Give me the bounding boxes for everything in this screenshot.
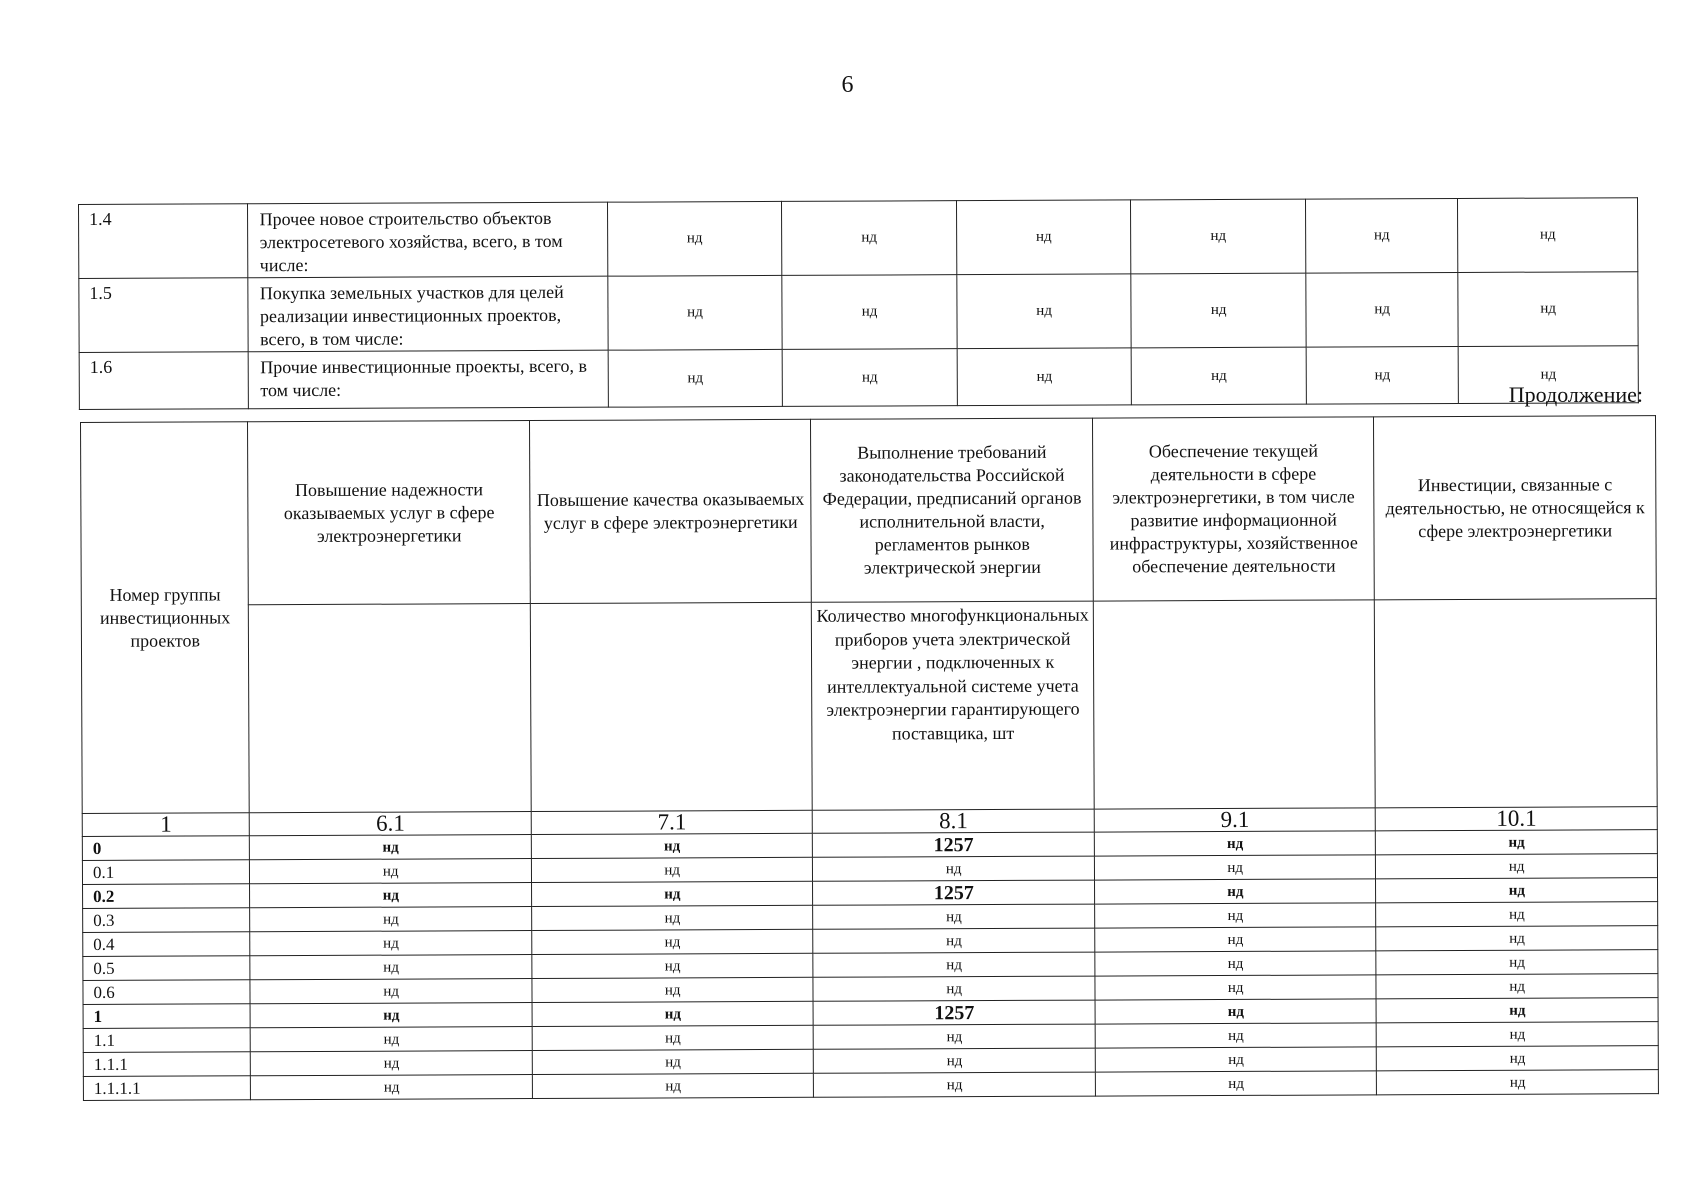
investment-groups-table (80, 415, 1659, 1101)
value-cell: нд (250, 979, 532, 1004)
value-cell: нд (532, 1001, 814, 1026)
value-cell: нд (250, 907, 532, 932)
page-number: 6 (841, 72, 854, 98)
sub-header-empty (530, 602, 812, 811)
group-code: 1.1.1 (83, 1052, 251, 1077)
value-cell: нд (782, 275, 957, 350)
value-cell: нд (814, 1072, 1096, 1097)
value-cell: нд (814, 1048, 1096, 1073)
value-cell: 1257 (813, 832, 1095, 857)
value-cell: нд (251, 1027, 533, 1052)
value-cell: нд (1377, 998, 1659, 1023)
value-cell: нд (532, 953, 814, 978)
value-cell: нд (1095, 1047, 1377, 1072)
value-cell: нд (1376, 902, 1658, 927)
value-cell: нд (1376, 926, 1658, 951)
value-cell: нд (957, 274, 1132, 349)
value-cell: нд (1095, 927, 1377, 952)
value-cell: нд (1131, 199, 1306, 274)
value-cell: нд (1094, 831, 1376, 856)
row-number: 1.4 (79, 204, 248, 279)
value-cell: нд (1095, 951, 1377, 976)
value-cell: нд (1376, 830, 1658, 855)
col-non-energy-header: Инвестиции, связанные с деятельностью, не относящейся к сфере электроэнергетики (1374, 416, 1656, 600)
value-cell: нд (1094, 855, 1376, 880)
value-cell: нд (956, 200, 1131, 275)
value-cell: нд (250, 883, 532, 908)
col-legislation-header: Выполнение требований законодательства Российской Федерации, предписаний органов исполнительной власти, регламентов рынков электрической энергии (811, 418, 1093, 602)
column-code: 8.1 (813, 809, 1095, 833)
group-code: 1.1 (83, 1028, 251, 1053)
value-cell: нд (532, 1073, 814, 1098)
col-current-activity-header: Обеспечение текущей деятельности в сфере электроэнергетики, в том числе развитие информационной инфраструктуры, хозяйственное обеспечение деятельности (1092, 417, 1374, 601)
row-description: Прочее новое строительство объектов электросетевого хозяйства, всего, в том числе: (247, 202, 608, 278)
column-code: 6.1 (250, 812, 532, 836)
row-description: Прочие инвестиционные проекты, всего, в том числе: (248, 350, 608, 409)
value-cell: нд (813, 856, 1095, 881)
group-code: 0 (82, 836, 250, 861)
sub-header-empty (249, 604, 531, 813)
value-cell: нд (814, 1024, 1096, 1049)
value-cell: нд (607, 201, 782, 276)
top-table-row (79, 346, 1638, 410)
top-table (78, 197, 1639, 410)
value-cell: нд (532, 1025, 814, 1050)
group-code: 1.1.1.1 (83, 1076, 251, 1101)
value-cell: нд (1306, 272, 1459, 347)
value-cell: нд (1095, 999, 1377, 1024)
value-cell: нд (813, 904, 1095, 929)
value-cell: нд (1458, 346, 1638, 404)
group-number-header: Номер группы инвестиционных проектов (81, 422, 250, 814)
value-cell: нд (1377, 1022, 1659, 1047)
value-cell: нд (532, 929, 814, 954)
group-code: 0.4 (83, 932, 251, 957)
group-code: 0.5 (83, 956, 251, 981)
value-cell: нд (251, 1075, 533, 1100)
value-cell: нд (532, 977, 814, 1002)
value-cell: нд (608, 349, 783, 407)
group-code: 0.1 (82, 860, 250, 885)
column-code: 10.1 (1376, 807, 1658, 831)
column-code: 7.1 (531, 810, 813, 834)
value-cell: нд (1132, 347, 1307, 405)
sub-header-empty (1093, 600, 1375, 809)
sub-header-empty (1375, 599, 1657, 808)
value-cell: нд (531, 881, 813, 906)
value-cell: нд (1376, 878, 1658, 903)
row-number: 1.5 (79, 278, 248, 353)
col-reliability-header: Повышение надежности оказываемых услуг в сфере электроэнергетики (248, 421, 530, 605)
value-cell: нд (1376, 950, 1658, 975)
row-description: Покупка земельных участков для целей реализации инвестиционных проектов, всего, в том числе: (247, 276, 608, 352)
top-table-row (79, 198, 1638, 279)
row-number: 1.6 (79, 352, 248, 410)
value-cell: 1257 (813, 880, 1095, 905)
value-cell: нд (1376, 854, 1658, 879)
value-cell: нд (813, 928, 1095, 953)
value-cell: нд (251, 1003, 533, 1028)
value-cell: нд (957, 348, 1132, 406)
group-code: 0.3 (83, 908, 251, 933)
value-cell: нд (250, 835, 532, 860)
value-cell: нд (1377, 1070, 1659, 1095)
value-cell: нд (1458, 198, 1638, 273)
col-quality-header: Повышение качества оказываемых услуг в сфере электроэнергетики (529, 419, 811, 603)
value-cell: нд (1094, 879, 1376, 904)
sub-header-meter-count: Количество многофункциональных приборов учета электрической энергии , подключенных к интеллектуальной системе учета электроэнергии гарантирующего поставщика, шт (812, 601, 1094, 810)
value-cell: нд (608, 275, 783, 350)
value-cell: нд (531, 833, 813, 858)
value-cell: нд (1305, 198, 1458, 273)
value-cell: нд (813, 976, 1095, 1001)
value-cell: нд (1095, 1071, 1377, 1096)
value-cell: нд (813, 952, 1095, 977)
value-cell: нд (1458, 272, 1638, 347)
value-cell: нд (1377, 1046, 1659, 1071)
value-cell: 1257 (814, 1000, 1096, 1025)
value-cell: нд (782, 201, 957, 276)
value-cell: нд (1131, 273, 1306, 348)
value-cell: нд (782, 349, 957, 407)
value-cell: нд (1306, 346, 1459, 404)
column-code: 9.1 (1094, 808, 1376, 832)
top-table-row (79, 272, 1638, 353)
continuation-label: Продолжение: (1508, 382, 1643, 407)
value-cell: нд (1095, 1023, 1377, 1048)
value-cell: нд (250, 931, 532, 956)
value-cell: нд (532, 1049, 814, 1074)
group-code: 0.6 (83, 980, 251, 1005)
value-cell: нд (1095, 975, 1377, 1000)
group-code: 0.2 (83, 884, 251, 909)
group-code: 1 (83, 1004, 251, 1029)
value-cell: нд (1095, 903, 1377, 928)
value-cell: нд (250, 859, 532, 884)
value-cell: нд (1376, 974, 1658, 999)
column-code: 1 (82, 813, 250, 837)
value-cell: нд (250, 955, 532, 980)
value-cell: нд (532, 905, 814, 930)
value-cell: нд (531, 857, 813, 882)
value-cell: нд (251, 1051, 533, 1076)
